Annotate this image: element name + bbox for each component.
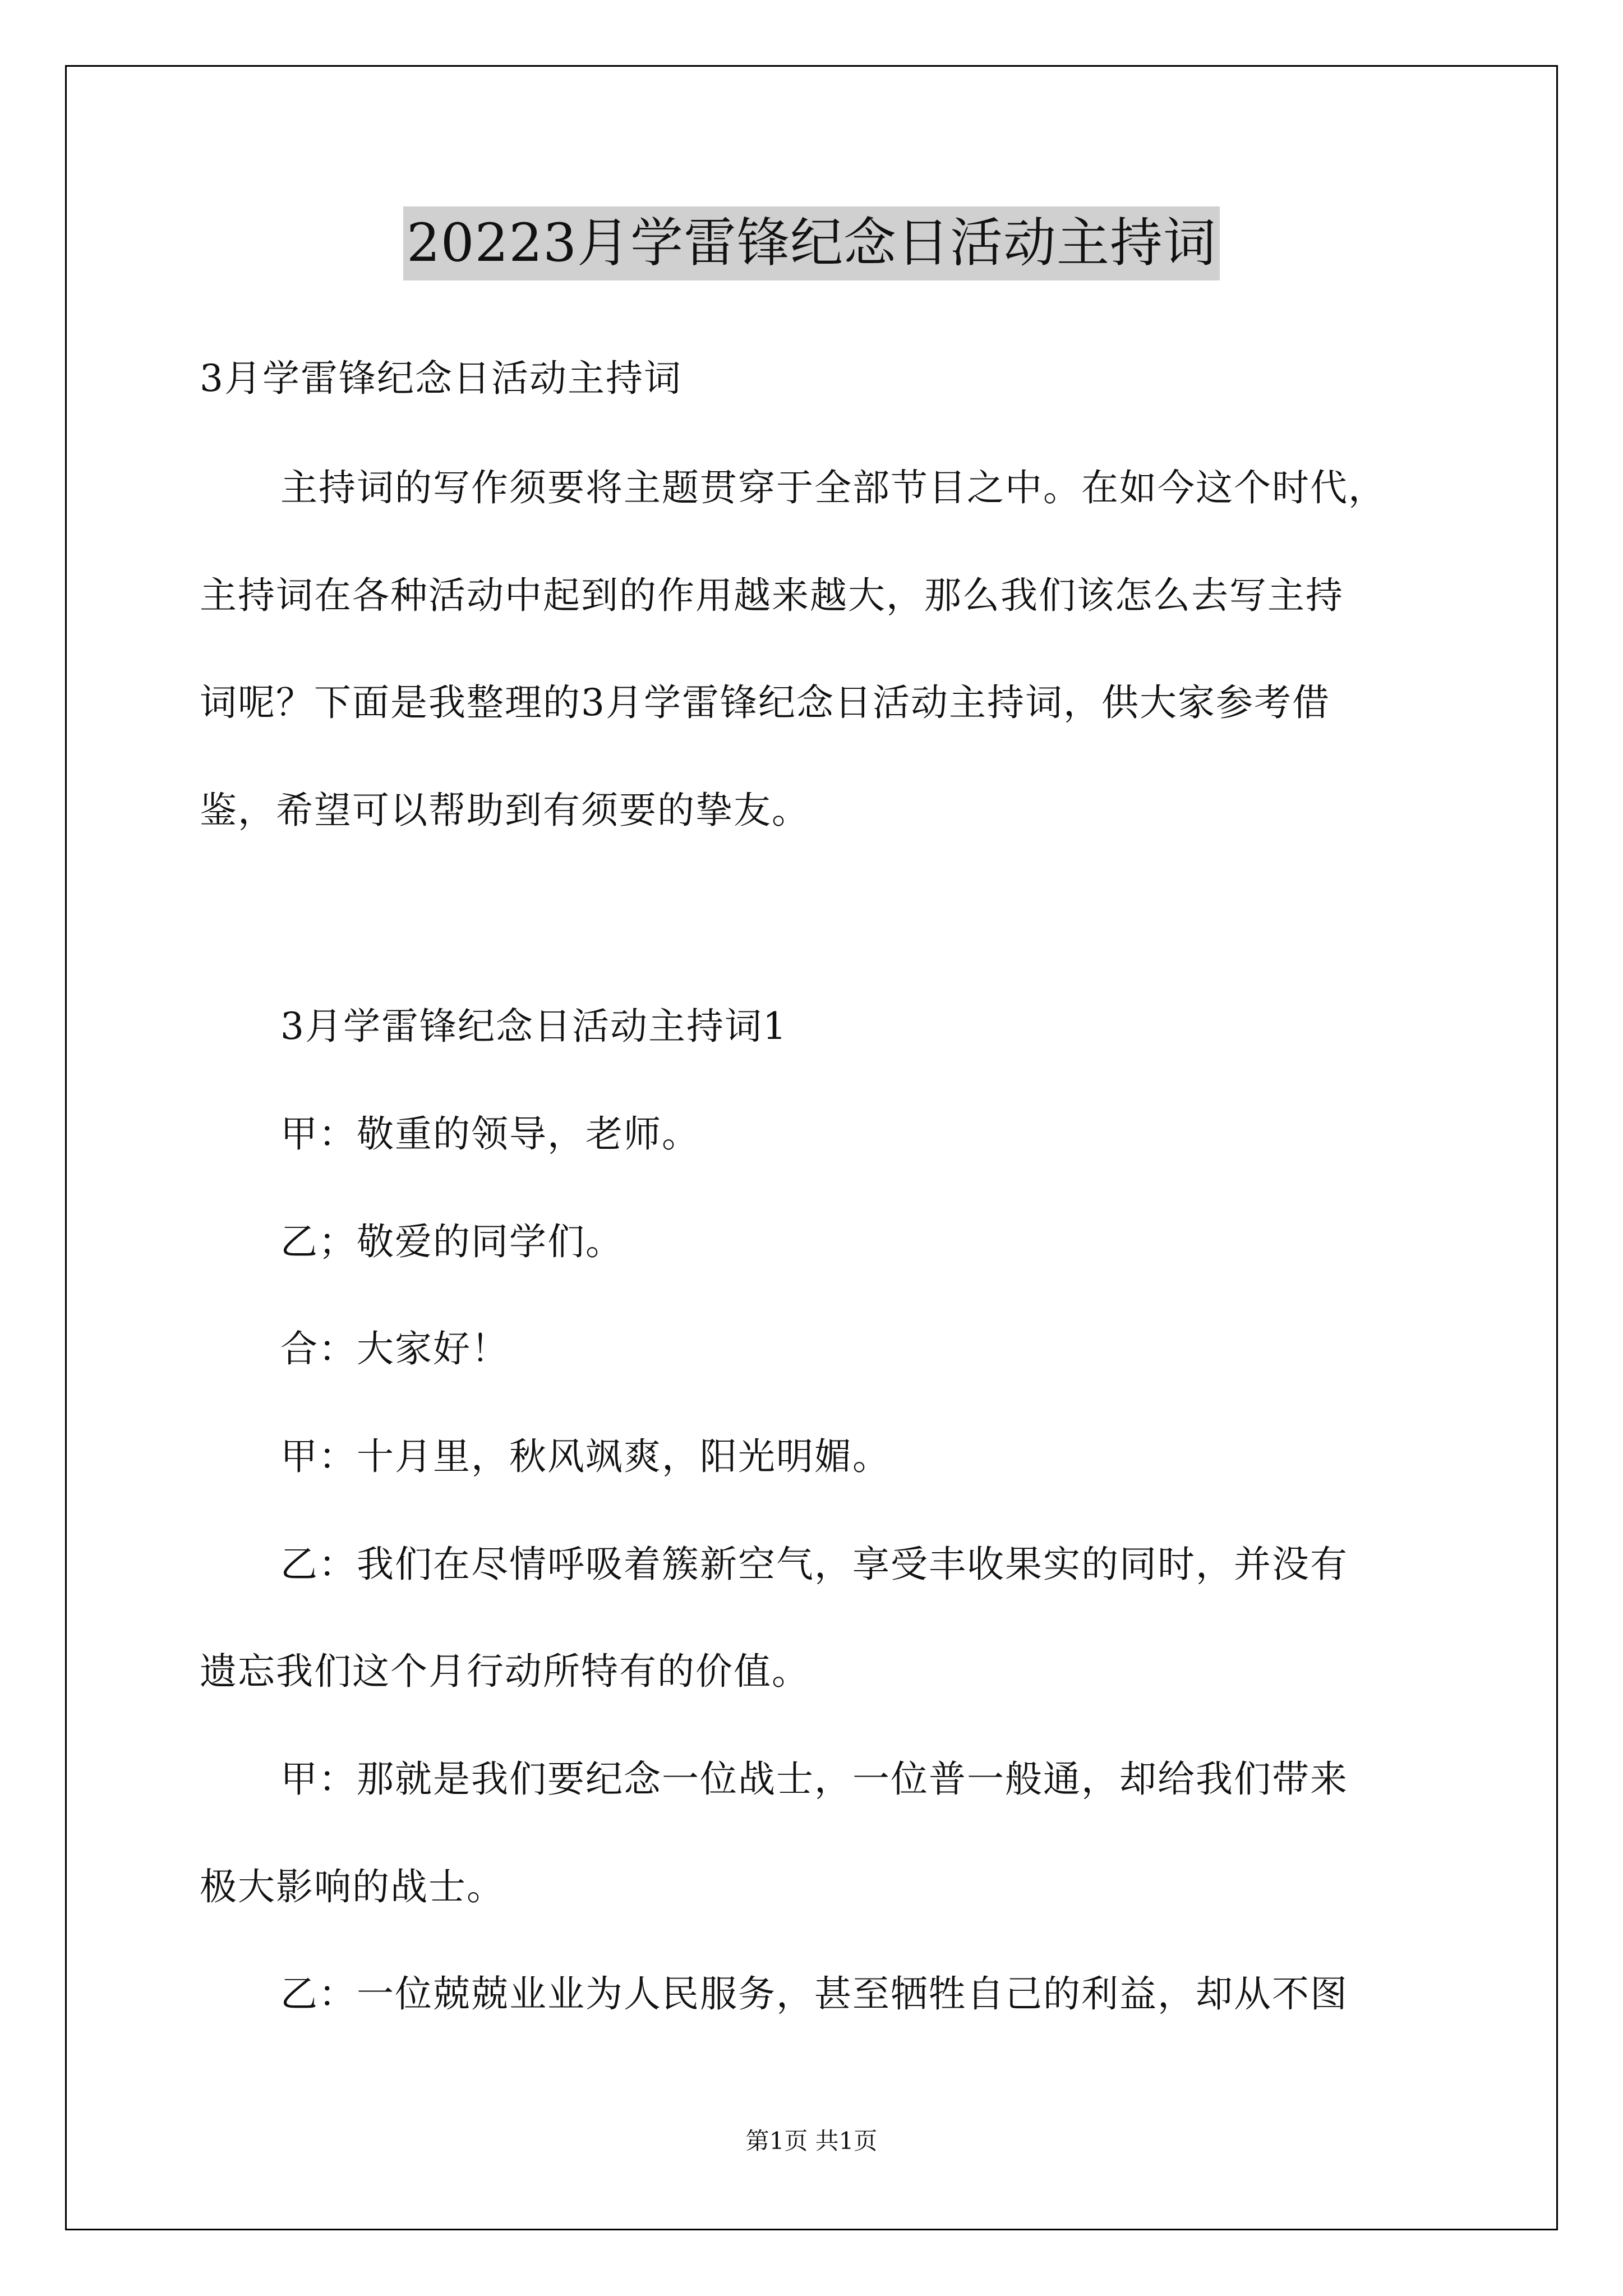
intro-line-3: 词呢？下面是我整理的3月学雷锋纪念日活动主持词，供大家参考借 (200, 681, 1330, 724)
dialogue-line-5: 乙：我们在尽情呼吸着簇新空气，享受丰收果实的同时，并没有 (280, 1543, 1348, 1586)
dialogue-line-9: 乙：一位兢兢业业为人民服务，甚至牺牲自己的利益，却从不图 (280, 1972, 1348, 2016)
page-footer: 第1页 共1页 (745, 2127, 878, 2155)
intro-line-4: 鉴，希望可以帮助到有须要的挚友。 (200, 789, 810, 832)
intro-line-2: 主持词在各种活动中起到的作用越来越大，那么我们该怎么去写主持 (200, 574, 1344, 617)
dialogue-line-6: 遗忘我们这个月行动所特有的价值。 (200, 1650, 810, 1693)
dialogue-line-7: 甲：那就是我们要纪念一位战士，一位普一般通，却给我们带来 (280, 1757, 1348, 1801)
title-container (0, 206, 1623, 280)
dialogue-line-8: 极大影响的战士。 (200, 1865, 505, 1908)
dialogue-line-1: 甲：敬重的领导，老师。 (280, 1112, 700, 1156)
intro-line-1: 主持词的写作须要将主题贯穿于全部节目之中。在如今这个时代， (280, 466, 1386, 509)
dialogue-line-2: 乙；敬爱的同学们。 (280, 1220, 624, 1263)
section-heading: 3月学雷锋纪念日活动主持词1 (280, 1005, 787, 1048)
dialogue-line-3: 合：大家好！ (280, 1327, 509, 1370)
document-title: 20223月学雷锋纪念日活动主持词 (403, 206, 1220, 280)
dialogue-line-4: 甲：十月里，秋风飒爽，阳光明媚。 (280, 1435, 891, 1478)
subtitle: 3月学雷锋纪念日活动主持词 (200, 357, 682, 400)
